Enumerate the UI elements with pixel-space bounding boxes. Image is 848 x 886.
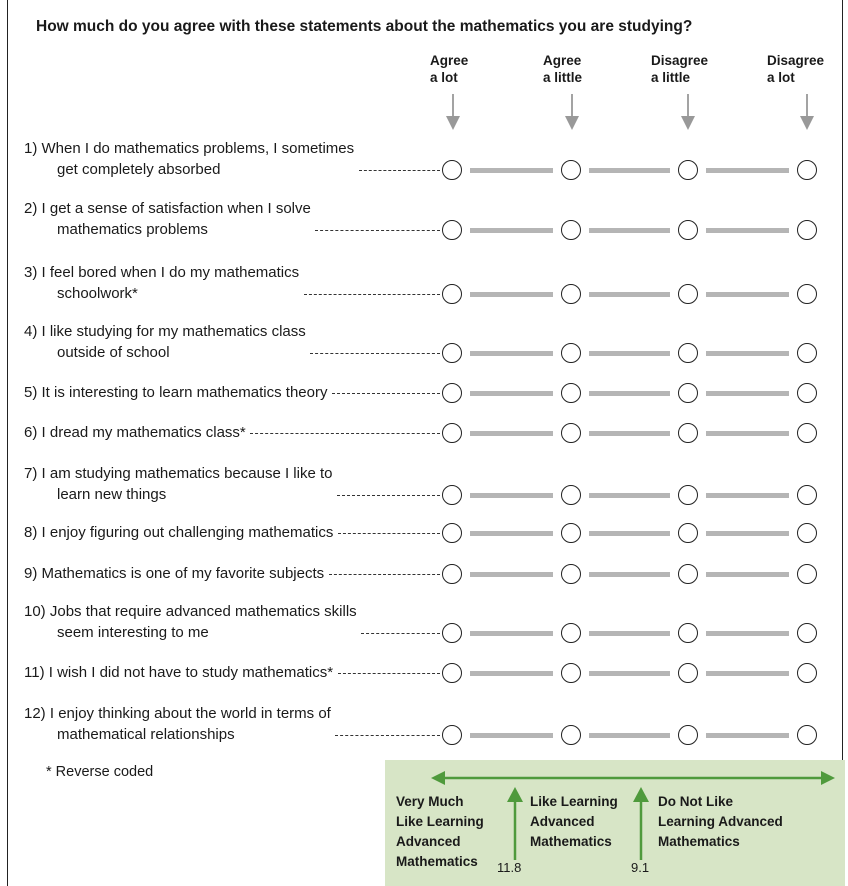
scale-connector xyxy=(706,493,789,498)
question-line xyxy=(24,138,354,159)
up-arrow-icon xyxy=(507,787,523,860)
column-header-disagree-a-little: Disagree a little xyxy=(651,53,709,85)
response-radio-3[interactable] xyxy=(678,220,698,240)
scale-connector xyxy=(470,391,553,396)
question-text xyxy=(24,601,357,643)
dotted-leader xyxy=(310,353,440,354)
question-label-continued: learn new things xyxy=(57,486,167,503)
legend-cutpoint-low: 9.1 xyxy=(631,860,650,875)
scale-connector xyxy=(706,631,789,636)
down-arrow-icon xyxy=(681,94,695,130)
response-radio-3[interactable] xyxy=(678,160,698,180)
down-arrow-icon xyxy=(800,94,814,130)
question-text xyxy=(24,262,299,304)
response-radio-1[interactable] xyxy=(442,383,462,403)
scale-connector xyxy=(706,351,789,356)
down-arrow-icon xyxy=(565,94,579,130)
scale-connector xyxy=(470,531,553,536)
response-radio-3[interactable] xyxy=(678,485,698,505)
page-frame xyxy=(7,0,843,886)
question-label: When I do mathematics problems, I sometimes xyxy=(41,140,355,157)
response-radio-1[interactable] xyxy=(442,564,462,584)
legend-category-very-much-like: Very Much Like Learning Advanced Mathematics xyxy=(396,794,484,869)
response-radio-1[interactable] xyxy=(442,423,462,443)
question-label: It is interesting to learn mathematics theory xyxy=(41,384,328,401)
question-text xyxy=(24,563,324,584)
response-radio-4[interactable] xyxy=(797,725,817,745)
scale-connector xyxy=(706,671,789,676)
question-line xyxy=(24,522,333,543)
scale-connector xyxy=(470,292,553,297)
scale-legend xyxy=(385,760,845,886)
question-number: 5) xyxy=(24,384,38,401)
question-text xyxy=(24,321,306,363)
dotted-leader xyxy=(361,633,440,634)
scale-connector xyxy=(706,572,789,577)
scale-connector xyxy=(589,631,670,636)
question-number: 10) xyxy=(24,603,46,620)
response-radio-2[interactable] xyxy=(561,564,581,584)
response-radio-2[interactable] xyxy=(561,220,581,240)
scale-connector xyxy=(470,228,553,233)
response-radio-1[interactable] xyxy=(442,623,462,643)
question-label-continued: mathematical relationships xyxy=(57,726,235,743)
scale-connector xyxy=(470,431,553,436)
question-label: I wish I did not have to study mathematics* xyxy=(48,664,334,681)
dotted-leader xyxy=(338,533,440,534)
legend-cutpoint-high: 11.8 xyxy=(497,860,522,875)
question-text xyxy=(24,198,311,240)
scale-connector xyxy=(706,168,789,173)
question-number: 9) xyxy=(24,565,38,582)
response-radio-1[interactable] xyxy=(442,160,462,180)
scale-connector xyxy=(706,228,789,233)
response-radio-4[interactable] xyxy=(797,423,817,443)
response-radio-2[interactable] xyxy=(561,423,581,443)
question-line xyxy=(24,463,333,484)
question-text xyxy=(24,522,333,543)
question-line xyxy=(24,382,327,403)
response-radio-1[interactable] xyxy=(442,523,462,543)
dotted-leader xyxy=(335,735,440,736)
response-radio-3[interactable] xyxy=(678,383,698,403)
response-radio-4[interactable] xyxy=(797,485,817,505)
question-number: 7) xyxy=(24,465,38,482)
question-label-continued: schoolwork* xyxy=(57,285,138,302)
response-radio-3[interactable] xyxy=(678,623,698,643)
question-label-continued: seem interesting to me xyxy=(57,624,209,641)
response-radio-3[interactable] xyxy=(678,284,698,304)
response-radio-4[interactable] xyxy=(797,523,817,543)
response-radio-3[interactable] xyxy=(678,564,698,584)
scale-connector xyxy=(589,531,670,536)
scale-connector xyxy=(470,493,553,498)
scale-connector xyxy=(589,351,670,356)
question-label-continued: get completely absorbed xyxy=(57,161,221,178)
response-radio-1[interactable] xyxy=(442,725,462,745)
dotted-leader xyxy=(329,574,440,575)
scale-connector xyxy=(470,351,553,356)
scale-connector xyxy=(589,493,670,498)
response-radio-2[interactable] xyxy=(561,485,581,505)
question-line xyxy=(24,321,306,342)
question-label: I feel bored when I do my mathematics xyxy=(41,264,300,281)
question-label: I enjoy figuring out challenging mathematics xyxy=(41,524,334,541)
response-radio-4[interactable] xyxy=(797,383,817,403)
response-radio-4[interactable] xyxy=(797,663,817,683)
question-number: 3) xyxy=(24,264,38,281)
response-radio-1[interactable] xyxy=(442,220,462,240)
response-radio-3[interactable] xyxy=(678,725,698,745)
question-line xyxy=(24,422,246,443)
response-radio-4[interactable] xyxy=(797,343,817,363)
scale-connector xyxy=(589,292,670,297)
question-number: 1) xyxy=(24,140,38,157)
question-text xyxy=(24,703,331,745)
question-number: 2) xyxy=(24,200,38,217)
column-header-agree-a-little: Agree a little xyxy=(543,53,583,85)
question-line xyxy=(24,662,333,683)
dotted-leader xyxy=(304,294,440,295)
response-radio-2[interactable] xyxy=(561,284,581,304)
dotted-leader xyxy=(338,673,440,674)
scale-connector xyxy=(589,572,670,577)
scale-connector xyxy=(706,733,789,738)
question-line xyxy=(24,563,324,584)
question-text xyxy=(24,662,333,683)
response-radio-1[interactable] xyxy=(442,663,462,683)
question-label: Mathematics is one of my favorite subjects xyxy=(41,565,325,582)
scale-connector xyxy=(589,671,670,676)
scale-connector xyxy=(589,228,670,233)
question-label: I get a sense of satisfaction when I solve xyxy=(41,200,311,217)
scale-connector xyxy=(589,733,670,738)
response-radio-1[interactable] xyxy=(442,485,462,505)
column-header-disagree-a-lot: Disagree a lot xyxy=(767,53,825,85)
scale-connector xyxy=(706,431,789,436)
question-label-continued: outside of school xyxy=(57,344,170,361)
scale-connector xyxy=(706,292,789,297)
legend-category-do-not-like: Do Not Like Learning Advanced Mathematics xyxy=(658,794,783,849)
response-radio-2[interactable] xyxy=(561,383,581,403)
question-label: I dread my mathematics class* xyxy=(41,424,246,441)
question-line xyxy=(24,262,299,283)
question-text xyxy=(24,382,327,403)
response-radio-4[interactable] xyxy=(797,220,817,240)
question-text xyxy=(24,138,354,180)
scale-connector xyxy=(470,671,553,676)
dotted-leader xyxy=(337,495,440,496)
question-number: 8) xyxy=(24,524,38,541)
legend-category-like: Like Learning Advanced Mathematics xyxy=(530,794,618,849)
scale-connector xyxy=(706,531,789,536)
response-radio-2[interactable] xyxy=(561,623,581,643)
dotted-leader xyxy=(250,433,440,434)
dotted-leader xyxy=(332,393,440,394)
reverse-coded-footnote: * Reverse coded xyxy=(46,764,154,780)
response-radio-4[interactable] xyxy=(797,160,817,180)
scale-connector xyxy=(470,168,553,173)
question-label: Jobs that require advanced mathematics skills xyxy=(49,603,357,620)
response-radio-3[interactable] xyxy=(678,663,698,683)
down-arrow-icon xyxy=(446,94,460,130)
response-radio-2[interactable] xyxy=(561,523,581,543)
response-radio-2[interactable] xyxy=(561,160,581,180)
question-line xyxy=(24,703,331,724)
question-label: I like studying for my mathematics class xyxy=(41,323,306,340)
response-radio-3[interactable] xyxy=(678,423,698,443)
question-label-continued: mathematics problems xyxy=(57,221,208,238)
response-radio-4[interactable] xyxy=(797,284,817,304)
response-radio-1[interactable] xyxy=(442,284,462,304)
response-radio-4[interactable] xyxy=(797,623,817,643)
scale-connector xyxy=(470,733,553,738)
dotted-leader xyxy=(359,170,440,171)
question-label: I enjoy thinking about the world in terms of xyxy=(49,705,331,722)
response-radio-2[interactable] xyxy=(561,725,581,745)
response-radio-2[interactable] xyxy=(561,343,581,363)
question-number: 6) xyxy=(24,424,38,441)
response-radio-1[interactable] xyxy=(442,343,462,363)
question-text xyxy=(24,463,333,505)
dotted-leader xyxy=(315,230,440,231)
question-number: 12) xyxy=(24,705,46,722)
response-radio-3[interactable] xyxy=(678,343,698,363)
question-line xyxy=(24,601,357,622)
column-header-agree-a-lot: Agree a lot xyxy=(430,53,469,85)
scale-connector xyxy=(470,631,553,636)
scale-connector xyxy=(589,431,670,436)
question-label: I am studying mathematics because I like to xyxy=(41,465,333,482)
survey-title: How much do you agree with these statements about the mathematics you are studying? xyxy=(36,18,693,35)
question-line xyxy=(24,198,311,219)
scale-connector xyxy=(470,572,553,577)
scale-connector xyxy=(589,168,670,173)
question-number: 4) xyxy=(24,323,38,340)
scale-connector xyxy=(706,391,789,396)
scale-connector xyxy=(589,391,670,396)
question-number: 11) xyxy=(24,664,45,681)
response-radio-3[interactable] xyxy=(678,523,698,543)
question-text xyxy=(24,422,246,443)
response-radio-2[interactable] xyxy=(561,663,581,683)
response-radio-4[interactable] xyxy=(797,564,817,584)
up-arrow-icon xyxy=(633,787,649,860)
double-arrow-icon xyxy=(431,771,835,785)
